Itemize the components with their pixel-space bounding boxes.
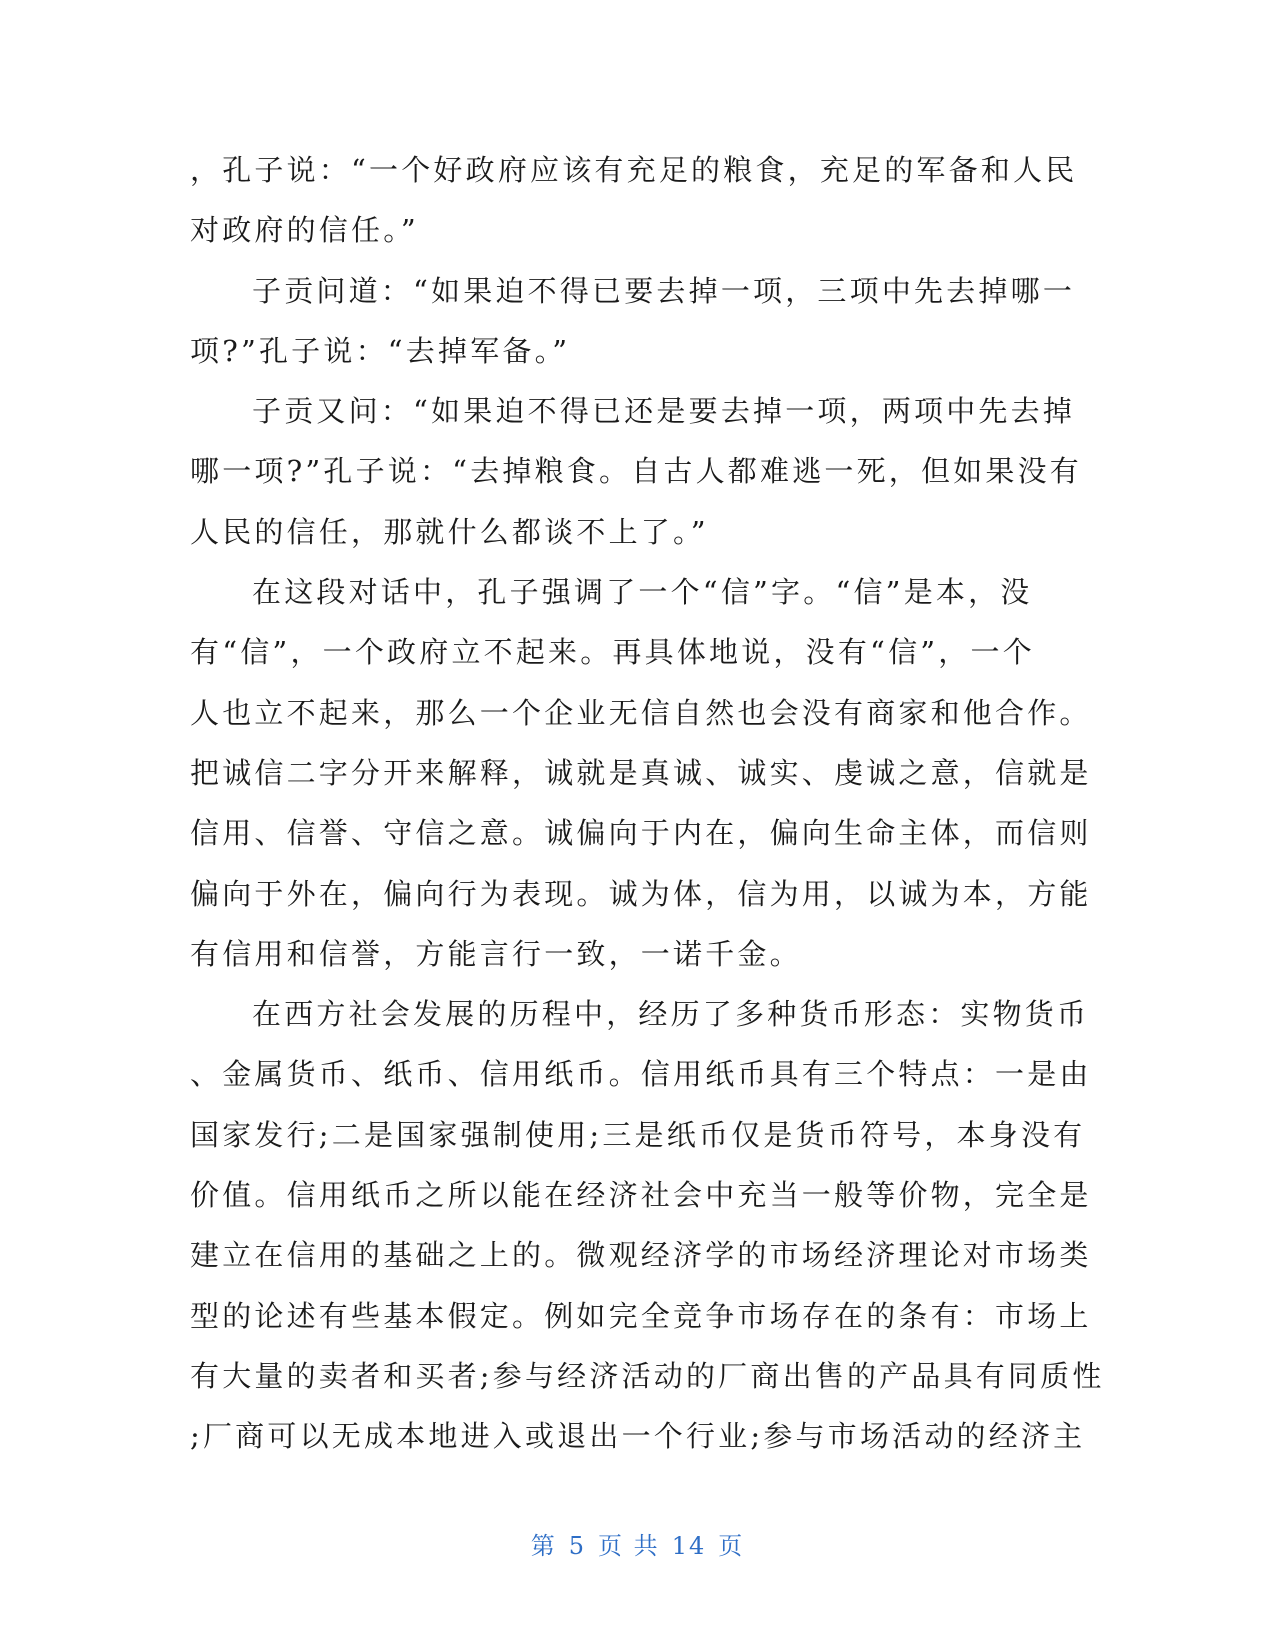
text-line: 有信用和信誉，方能言行一致，一诺千金。 [190, 936, 802, 971]
footer-prefix: 第 [530, 1532, 557, 1560]
text-line: 项?”孔子说：“去掉军备。” [190, 333, 571, 368]
text-line: 人也立不起来，那么一个企业无信自然也会没有商家和他合作。 [190, 695, 1092, 730]
footer-current-page: 5 [568, 1532, 587, 1560]
text-line: 有“信”，一个政府立不起来。再具体地说，没有“信”，一个 [190, 635, 1035, 670]
footer-total-pages: 14 [671, 1532, 707, 1560]
text-line: 偏向于外在，偏向行为表现。诚为体，信为用，以诚为本，方能 [190, 876, 1092, 911]
text-line: 在这段对话中，孔子强调了一个“信”字。“信”是本，没 [252, 575, 1033, 610]
text-line: ，孔子说：“一个好政府应该有充足的粮食，充足的军备和人民 [190, 153, 1078, 187]
text-line: 把诚信二字分开来解释，诚就是真诚、诚实、虔诚之意，信就是 [190, 755, 1092, 790]
text-line: ;厂商可以无成本地进入或退出一个行业;参与市场活动的经济主 [190, 1419, 1086, 1454]
document-body [190, 140, 1105, 1467]
footer-suffix: 页 [718, 1532, 745, 1560]
text-line: 在西方社会发展的历程中，经历了多种货币形态：实物货币 [252, 997, 1090, 1032]
text-line: 子贡又问：“如果迫不得已还是要去掉一项，两项中先去掉 [252, 394, 1076, 429]
text-line: 价值。信用纸币之所以能在经济社会中充当一般等价物，完全是 [190, 1178, 1092, 1213]
text-line: 、金属货币、纸币、信用纸币。信用纸币具有三个特点：一是由 [190, 1057, 1092, 1092]
text-line: 有大量的卖者和买者;参与经济活动的厂商出售的产品具有同质性 [190, 1358, 1105, 1393]
text-line: 对政府的信任。” [190, 213, 419, 248]
footer-middle: 页 共 [598, 1532, 660, 1560]
text-line: 型的论述有些基本假定。例如完全竞争市场存在的条有：市场上 [190, 1298, 1092, 1333]
text-line: 人民的信任，那就什么都谈不上了。” [190, 514, 709, 549]
text-line: 国家发行;二是国家强制使用;三是纸币仅是货币符号，本身没有 [190, 1117, 1086, 1152]
text-line: 哪一项?”孔子说：“去掉粮食。自古人都难逃一死，但如果没有 [190, 454, 1083, 489]
page-footer [0, 1526, 1275, 1561]
text-line: 信用、信誉、守信之意。诚偏向于内在，偏向生命主体，而信则 [190, 816, 1092, 851]
text-line: 建立在信用的基础之上的。微观经济学的市场经济理论对市场类 [190, 1238, 1092, 1273]
text-line: 子贡问道：“如果迫不得已要去掉一项，三项中先去掉哪一 [252, 273, 1076, 308]
